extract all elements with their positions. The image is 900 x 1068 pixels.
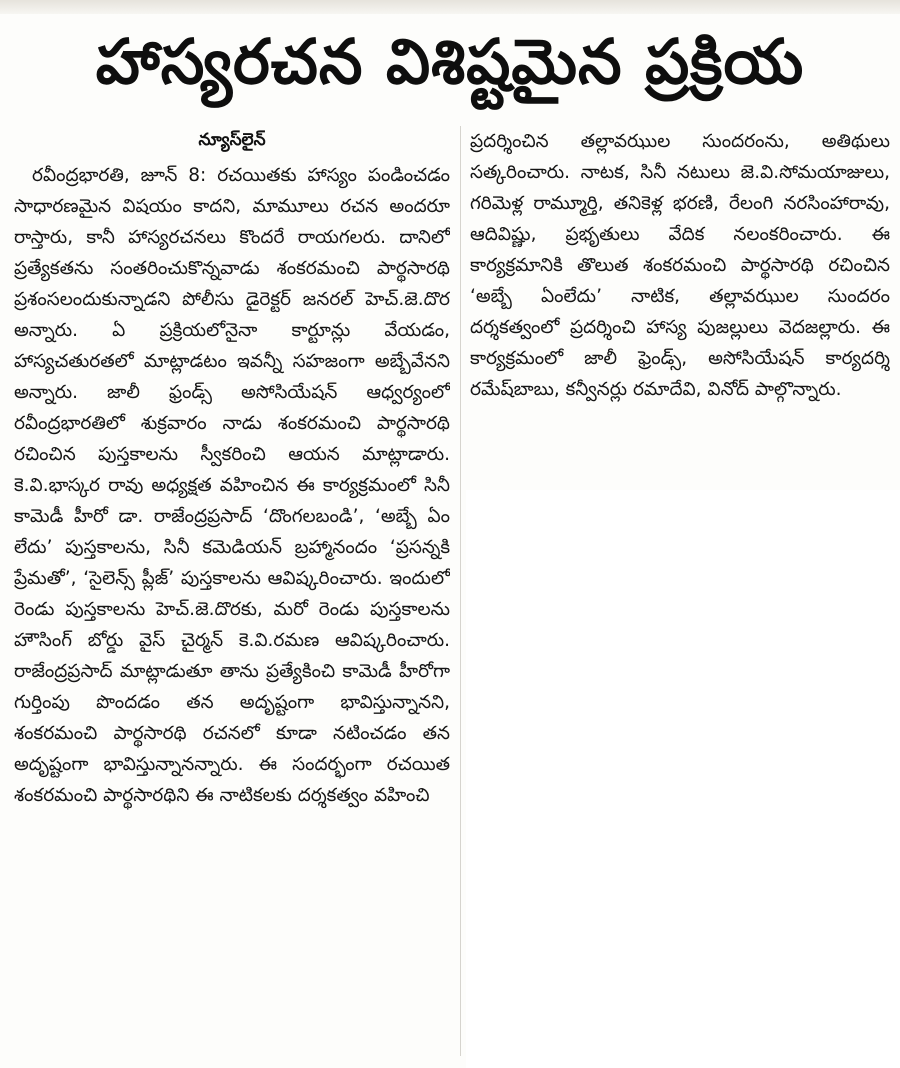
article-column-left: రవీంద్రభారతి, జూన్ 8: రచయితకు హాస్యం పండించడం సాధారణమైన విషయం కాదని, మామూలు రచన అందరూ రాస్తారు, కానీ హాస్యరచనలు కొందరే రాయగలరు. దానిలో ప్రత్యేకతను సంతరించుకొన్నవాడు శంకరమంచి పార్థసారథి ప్రశంసలందుకున్నాడని పోలీసు డైరెక్టర్ జనరల్ హెచ్.జె.దొర అన్నారు. ఏ ప్రక్రియలోనైనా కార్టూన్లు వేయడం, హాస్యచతురతలో మాట్లాడటం ఇవన్నీ సహజంగా అబ్బేవేనని అన్నారు. జాలీ ఫ్రండ్స్ అసోసియేషన్ ఆధ్వర్యంలో రవీంద్రభారతిలో శుక్రవారం నాడు శంకరమంచి పార్థసారథి రచించిన పుస్తకాలను స్వీకరించి ఆయన మాట్లాడారు. కె.వి.భాస్కర రావు అధ్యక్షత వహించిన ఈ కార్యక్రమంలో సినీ కామెడీ హీరో డా. రాజేంద్రప్రసాద్ ‘దొంగలబండి’, ‘అబ్బే ఏం లేదు’ పుస్తకాలను, సినీ కమెడియన్ బ్రహ్మానందం ‘ప్రసన్నకి ప్రేమతో’, ‘సైలెన్స్ ప్లీజ్’ పుస్తకాలను ఆవిష్కరించారు. ఇందులో రెండు పుస్తకాలను హెచ్.జె.దొరకు, మరో రెండు పుస్తకాలను హౌసింగ్ బోర్డు వైస్ చైర్మన్ కె.వి.రమణ ఆవిష్కరించారు. రాజేంద్రప్రసాద్ మాట్లాడుతూ తాను ప్రత్యేకించి కామెడీ హీరోగా గుర్తింపు పొందడం తన అదృష్టంగా భావిస్తున్నానని, శంకరమంచి పార్థసారథి రచనలో కూడా నటించడం తన అదృష్టంగా భావిస్తున్నానన్నారు. ఈ సందర్భంగా రచయిత శంకరమంచి పార్థసారథిని ఈ నాటికలకు దర్శకత్వం వహించి <box>14 165 450 806</box>
torn-top-edge <box>0 0 900 14</box>
article-headline: హాస్యరచన విశిష్టమైన ప్రక్రియ <box>95 25 805 98</box>
article-column-right: ప్రదర్శించిన తల్లావఝుల సుందరంను, అతిథులు సత్కరించారు. నాటక, సినీ నటులు జె.వి.సోమయాజులు, గరిమెళ్ల రామ్మూర్తి, తనికెళ్ల భరణి, రేలంగి నరసింహారావు, ఆదివిష్ణు, ప్రభృతులు వేదిక నలంకరించారు. ఈ కార్యక్రమానికి తొలుత శంకరమంచి పార్థసారథి రచించిన ‘అబ్బే ఏంలేదు’ నాటిక, తల్లావఝుల సుందరం దర్శకత్వంలో ప్రదర్శించి హాస్య పుజల్లులు వెదజల్లారు. ఈ కార్యక్రమంలో జాలీ ఫ్రెండ్స్, అసోసియేషన్ కార్యదర్శి రమేష్‌బాబు, కన్వీనర్లు రమాదేవి, వినోద్ పాల్గొన్నారు. <box>470 131 890 400</box>
blank-paper-area <box>466 490 900 1068</box>
column-divider <box>460 126 461 1056</box>
article-byline: న్యూస్‌లైన్ <box>198 130 266 150</box>
